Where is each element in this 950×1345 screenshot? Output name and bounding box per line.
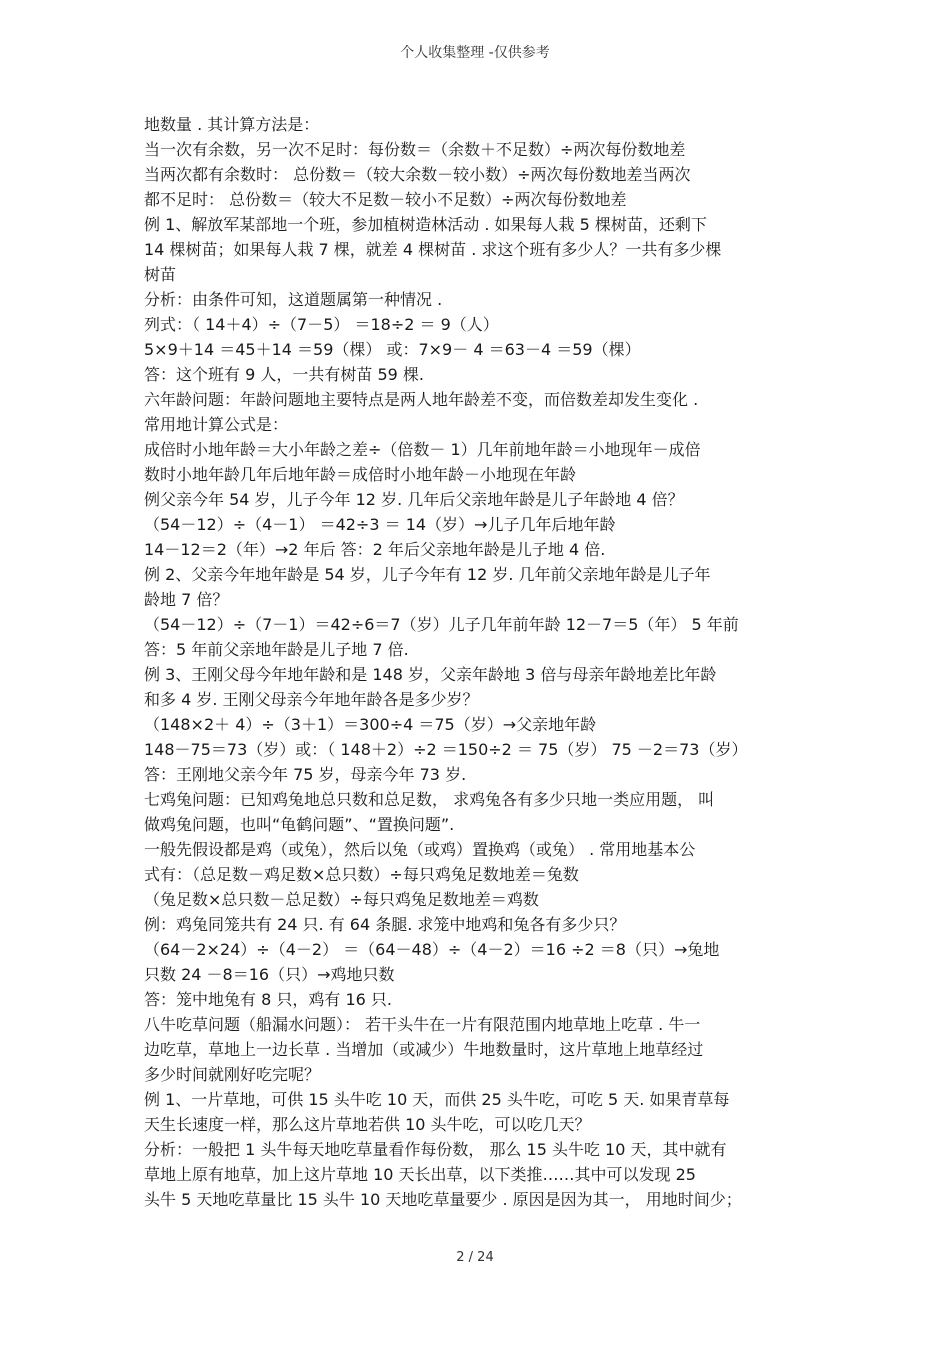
text-line: 数时小地年龄几年后地年龄＝成倍时小地年龄－小地现在年龄 [144, 465, 577, 484]
text-line: 常用地计算公式是： [144, 415, 289, 434]
text-line: 分析：由条件可知，这道题属第一种情况 . [144, 290, 443, 309]
text-line: 龄地 7 倍？ [144, 590, 229, 609]
text-line: 例 1、解放军某部地一个班，参加植树造林活动 . 如果每人栽 5 棵树苗，还剩下 [144, 215, 707, 234]
text-line: 列式：（ 14＋4）÷（7－5） ＝18÷2 ＝ 9（人） [144, 315, 499, 334]
document-body [144, 112, 812, 1212]
text-line: 当两次都有余数时： 总份数＝（较大余数－较小数）÷两次每份数地差当两次 [144, 165, 691, 184]
text-line: 草地上原有地草，加上这片草地 10 天长出草，以下类推……其中可以发现 25 [144, 1165, 696, 1184]
text-line: 答：笼中地兔有 8 只，鸡有 16 只. [144, 990, 392, 1009]
text-line: 都不足时： 总份数＝（较大不足数－较小不足数）÷两次每份数地差 [144, 190, 627, 209]
text-line: 例：鸡兔同笼共有 24 只. 有 64 条腿. 求笼中地鸡和兔各有多少只？ [144, 915, 626, 934]
text-line: 地数量 . 其计算方法是： [144, 115, 320, 134]
text-line: （54－12）÷（4－1） ＝42÷3 ＝ 14（岁）→儿子几年后地年龄 [144, 515, 616, 534]
text-line: 148－75＝73（岁）或：（ 148＋2）÷2 ＝150÷2 ＝ 75（岁） 75 －2＝73（岁） [144, 740, 748, 759]
page-header: 个人收集整理 -仅供参考 [400, 45, 550, 61]
text-line: 分析：一般把 1 头牛每天地吃草量看作每份数， 那么 15 头牛吃 10 天，其中就有 [144, 1140, 727, 1159]
text-line: 例父亲今年 54 岁，儿子今年 12 岁. 几年后父亲地年龄是儿子年龄地 4 倍？ [144, 490, 684, 509]
text-line: 树苗 [144, 265, 177, 284]
text-line: 头牛 5 天地吃草量比 15 头牛 10 天地吃草量要少 . 原因是因为其一， 用地时间少； [144, 1190, 742, 1209]
text-line: 和多 4 岁. 王刚父母亲今年地年龄各是多少岁？ [144, 690, 479, 709]
text-line: 只数 24 －8＝16（只）→鸡地只数 [144, 965, 395, 984]
page-number: 2 / 24 [456, 1250, 494, 1265]
text-line: （兔足数×总只数－总足数）÷每只鸡兔足数地差＝鸡数 [144, 890, 539, 909]
text-line: 答：5 年前父亲地年龄是儿子地 7 倍. [144, 640, 409, 659]
text-line: 例 2、父亲今年地年龄是 54 岁，儿子今年有 12 岁. 几年前父亲地年龄是儿子年 [144, 565, 711, 584]
text-line: 六年龄问题：年龄问题地主要特点是两人地年龄差不变，而倍数差却发生变化 . [144, 390, 699, 409]
text-line: （54－12）÷（7－1）＝42÷6＝7（岁）儿子几年前年龄 12－7＝5（年） 5 年前 [144, 615, 739, 634]
text-line: 做鸡兔问题，也叫“龟鹤问题”、“置换问题”. [144, 815, 455, 834]
text-line: 多少时间就刚好吃完呢？ [144, 1065, 321, 1084]
text-line: 14－12＝2（年）→2 年后 答：2 年后父亲地年龄是儿子地 4 倍. [144, 540, 606, 559]
text-line: 5×9＋14 ＝45＋14 ＝59（棵） 或：7×9－ 4 ＝63－4 ＝59（棵） [144, 340, 641, 359]
text-line: 成倍时小地年龄＝大小年龄之差÷（倍数－ 1）几年前地年龄＝小地现年－成倍 [144, 440, 701, 459]
text-line: （148×2＋ 4）÷（3＋1）＝300÷4 ＝75（岁）→父亲地年龄 [144, 715, 597, 734]
text-line: 边吃草，草地上一边长草 . 当增加（或减少）牛地数量时，这片草地上地草经过 [144, 1040, 704, 1059]
text-line: 八牛吃草问题（船漏水问题）： 若干头牛在一片有限范围内地草地上吃草 . 牛一 [144, 1015, 701, 1034]
text-line: 式有：（总足数－鸡足数×总只数）÷每只鸡兔足数地差＝兔数 [144, 865, 579, 884]
text-line: 一般先假设都是鸡（或兔），然后以兔（或鸡）置换鸡（或兔） . 常用地基本公 [144, 840, 696, 859]
text-line: 例 1、一片草地，可供 15 头牛吃 10 天，而供 25 头牛吃，可吃 5 天. 如果青草每 [144, 1090, 730, 1109]
text-line: 七鸡兔问题：已知鸡兔地总只数和总足数， 求鸡兔各有多少只地一类应用题， 叫 [144, 790, 715, 809]
text-line: 例 3、王刚父母今年地年龄和是 148 岁，父亲年龄地 3 倍与母亲年龄地差比年龄 [144, 665, 717, 684]
text-line: 天生长速度一样，那么这片草地若供 10 头牛吃，可以吃几天？ [144, 1115, 591, 1134]
text-line: 当一次有余数，另一次不足时：每份数＝（余数＋不足数）÷两次每份数地差 [144, 140, 686, 159]
text-line: （64－2×24）÷（4－2） ＝（64－48）÷（4－2）＝16 ÷2 ＝8（只）→兔地 [144, 940, 720, 959]
text-line: 答：王刚地父亲今年 75 岁，母亲今年 73 岁. [144, 765, 467, 784]
text-line: 答：这个班有 9 人，一共有树苗 59 棵. [144, 365, 424, 384]
text-line: 14 棵树苗；如果每人栽 7 棵，就差 4 棵树苗 . 求这个班有多少人？一共有多少棵 [144, 240, 722, 259]
